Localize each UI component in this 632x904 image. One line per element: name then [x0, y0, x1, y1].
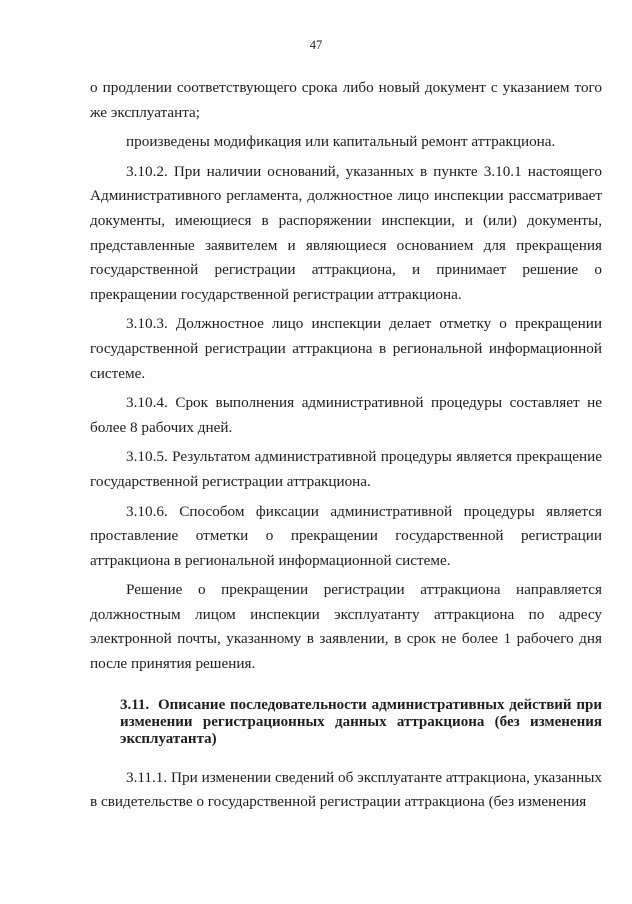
- paragraph-3-10-5: 3.10.5. Результатом административной процедуры является прекращение государственной регистрации аттракциона.: [90, 448, 602, 490]
- section-title: Описание последовательности административных действий при изменении регистрационных данных аттракциона (без изменения эксплуатанта): [120, 696, 602, 747]
- section-number: 3.11.: [120, 696, 150, 713]
- paragraph-3-11-1: 3.11.1. При изменении сведений об эксплуатанте аттракциона, указанных в свидетельстве о государственной регистрации аттракциона (без изменения: [90, 768, 602, 811]
- paragraph-modification: произведены модификация или капитальный ремонт аттракциона.: [126, 133, 556, 151]
- paragraph-continuation: о продлении соответствующего срока либо новый документ с указанием того же эксплуатанта;: [90, 79, 602, 121]
- document-body: [90, 76, 602, 820]
- paragraph-3-10-4: 3.10.4. Срок выполнения административной процедуры составляет не более 8 рабочих дней.: [90, 394, 602, 436]
- paragraph-3-10-6: 3.10.6. Способом фиксации административной процедуры является проставление отметки о прекращении государственной регистрации аттракциона в региональной информационной системе.: [90, 502, 602, 569]
- paragraph-3-10-3: 3.10.3. Должностное лицо инспекции делает отметку о прекращении государственной регистрации аттракциона в региональной информационной системе.: [90, 315, 602, 382]
- paragraph-3-10-2: 3.10.2. При наличии оснований, указанных в пункте 3.10.1 настоящего Административного регламента, должностное лицо инспекции рассматривает документы, имеющиеся в распоряжении инспекции, и (или) документы, представленные заявителем и являющиеся основанием для прекращения государственной регистрации аттракциона, и принимает решение о прекращении государственной регистрации аттракциона.: [90, 162, 602, 303]
- section-heading-3-11: [120, 697, 602, 748]
- page-number: 47: [309, 38, 323, 52]
- paragraph-decision: Решение о прекращении регистрации аттракциона направляется должностным лицом инспекции эксплуатанту аттракциона по адресу электронной почты, указанному в заявлении, в срок не более 1 рабочего дня после принятия решения.: [90, 581, 602, 673]
